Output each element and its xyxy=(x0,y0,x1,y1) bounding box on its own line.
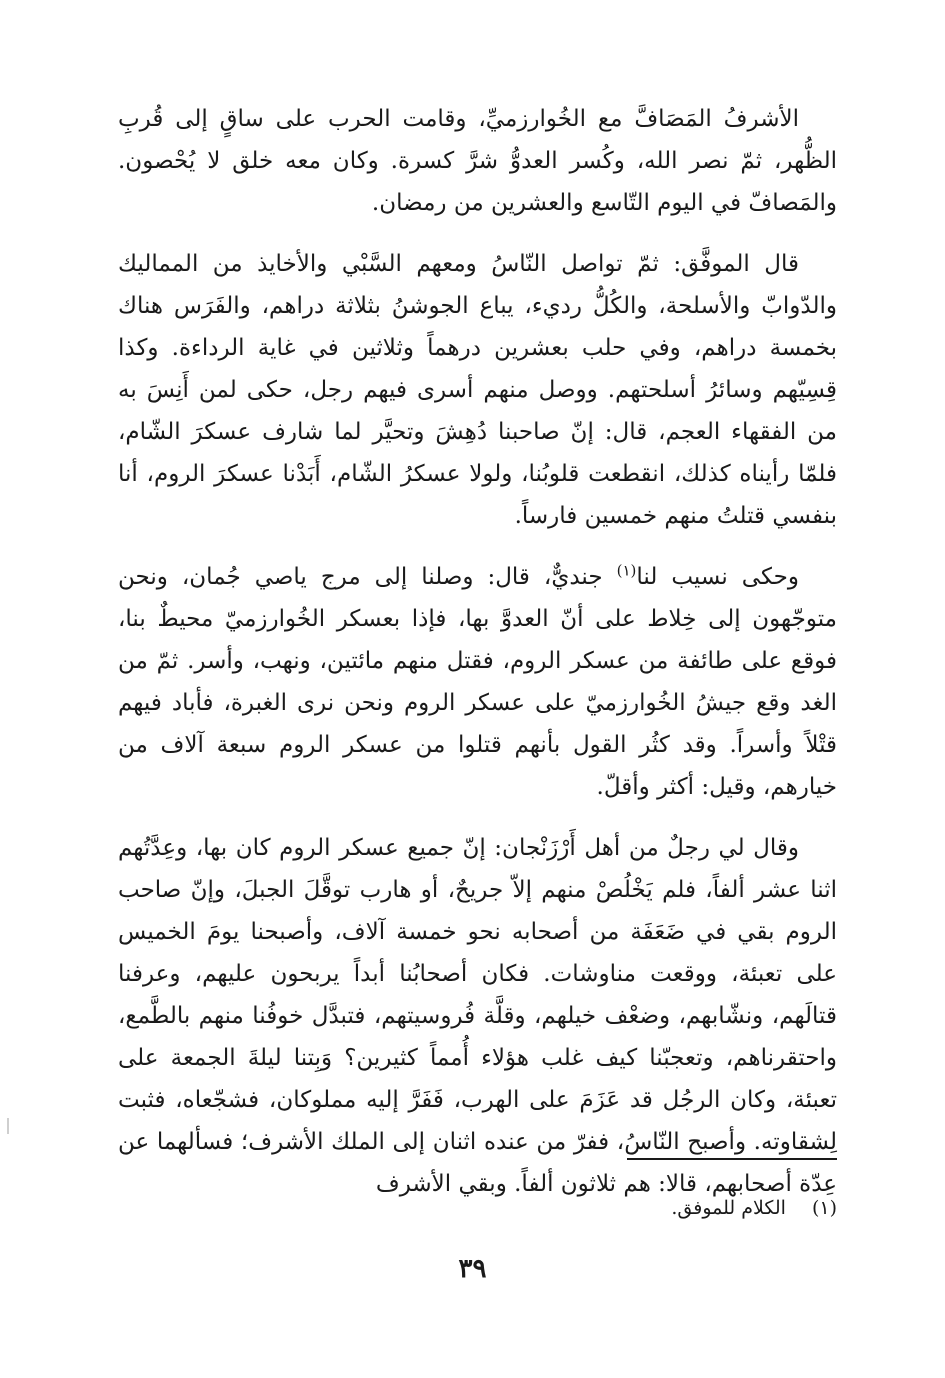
scan-edge-mark xyxy=(7,1118,9,1134)
paragraph-2-text: قال الموفَّق: ثمّ تواصل النّاسُ ومعهم السَّبْي والأخايذ من المماليك والدّوابّ والأسلحة، والكُلُّ رديء، يباع الجوشنُ بثلاثة دراهم، والفَرَس هناك بخمسة دراهم، وفي حلب بعشرين درهماً وثلاثين في غاية الرداءة. وكذا قِسِيّهم وسائرُ أسلحتهم. ووصل منهم أسرى فيهم رجل، حكى لمن أَنِسَ به من الفقهاء العجم، قال: إنّ صاحبنا دُهِشَ وتحيَّر لما شارف عسكرَ الشّام، فلمّا رأيناه كذلك، انقطعت قلوبُنا، ولولا عسكرُ الشّام، أَبَدْنا عسكرَ الروم، أنا بنفسي قتلتُ منهم خمسين فارساً. xyxy=(118,251,837,529)
main-text xyxy=(118,98,837,1205)
paragraph-3-text-end: جنديٌّ، قال: وصلنا إلى مرج ياصي جُمان، ونحن متوجّهون إلى خِلاط على أنّ العدوَّ بها، فإذا بعسكر الخُوارزميّ محيطٌ بنا، فوقع على طائفة من عسكر الروم، فقتل منهم مائتين، ونهب، وأسر. ثمّ من الغد وقع جيشُ الخُوارزميّ على عسكر الروم ونحن نرى الغبرة، فأباد فيهم قتْلاً وأسراً. وقد كثُر القول بأنهم قتلوا من عسكر الروم سبعة آلاف من خيارهم، وقيل: أكثر وأقلّ. xyxy=(118,564,837,800)
paragraph-1-text: الأشرفُ المَصَافَّ مع الخُوارزميِّ، وقامت الحرب على ساقٍ إلى قُربِ الظُّهر، ثمّ نصر الله، وكُسر العدوُّ شرَّ كسرة. وكان معه خلق لا يُحْصون. والمَصافّ في اليوم التّاسع والعشرين من رمضان. xyxy=(118,106,837,216)
paragraph-3-text-start: وحكى نسيب لنا xyxy=(636,564,799,590)
footnote-reference[interactable]: (١) xyxy=(616,561,637,580)
footnote xyxy=(337,1193,837,1223)
page-number: ٣٩ xyxy=(458,1254,487,1284)
paragraph-4 xyxy=(118,827,837,1205)
paragraph-4-text: وقال لي رجلٌ من أهل أَرْزَنْجان: إنّ جميع عسكر الروم كان بها، وعِدَّتُهم اثنا عشر ألفاً، فلم يَخْلُصْ منهم إلاّ جريحٌ، أو هارب توقَّلَ الجبلَ، وإنّ صاحب الروم بقي في ضَعَفَة من أصحابه نحو خمسة آلاف، وأصبحنا يومَ الخميس على تعبئة، ووقعت مناوشات. فكان أصحابُنا أبداً يربحون عليهم، وعرفنا قتالَهم، ونشّابهم، وضعْف خيلهم، وقلَّة فُروسيتهم، فتبدَّل خوفُنا منهم بالطَّمع، واحتقرناهم، وتعجبّنا كيف غلب هؤلاء أُمماً كثيرين؟ وَبِتنا ليلةَ الجمعة على تعبئة، وكان الرجُل قد عَزَمَ على الهرب، فَفَرَّ إليه مملوكان، فشجّعاه، فثبت لِشقاوته. وأصبح النّاسُ، ففرّ من عنده اثنان إلى الملك الأشرف؛ فسألهما عن عِدّة أصحابهم، قالا: هم ثلاثون ألفاً. وبقي الأشرف xyxy=(118,835,838,1197)
paragraph-3 xyxy=(118,556,837,808)
paragraph-1 xyxy=(118,98,837,224)
footnote-separator xyxy=(627,1158,837,1160)
footnote-number: (١) xyxy=(811,1197,837,1219)
footnote-text: الكلام للموفق. xyxy=(671,1197,786,1219)
paragraph-2 xyxy=(118,243,837,537)
